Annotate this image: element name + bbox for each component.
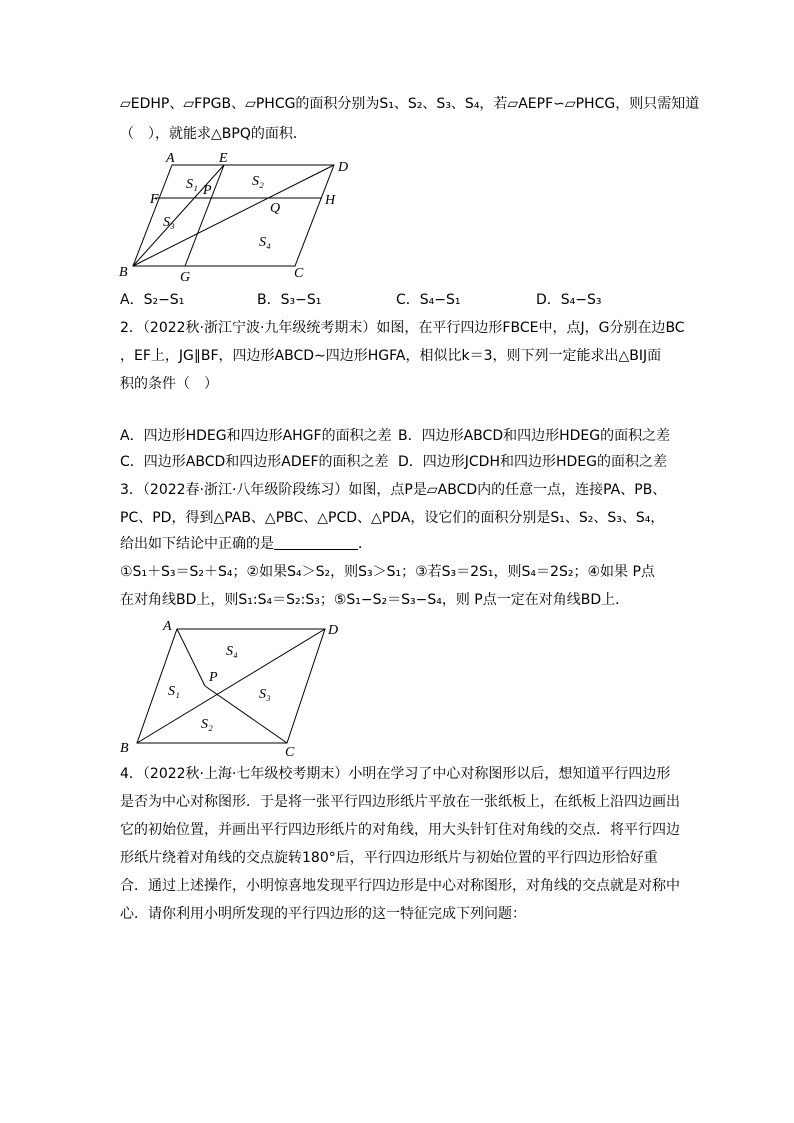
q1-text-line-2: （ ），就能求△BPQ的面积．	[120, 126, 307, 142]
q1-label-S3: S₃	[163, 215, 175, 230]
q1-label-S4: S₄	[259, 235, 271, 250]
q4-text-line-3: 它的初始位置，并画出平行四边形纸片的对角线，用大头针钉住对角线的交点．将平行四边	[120, 822, 680, 838]
q2-text-line-3: 积的条件（ ）	[120, 376, 218, 392]
q3-figure	[112, 614, 352, 762]
q2-option-c[interactable]: C．四边形ABCD和四边形ADEF的面积之差	[120, 454, 389, 470]
q3-label-C: C	[285, 745, 295, 760]
q3-label-D: D	[328, 623, 339, 638]
q1-option-a[interactable]: A．S₂−S₁	[120, 292, 185, 308]
q3-label-P: P	[209, 670, 218, 685]
q1-label-H: H	[325, 193, 336, 208]
q2-text-line-2: ，EF上，JG∥BF，四边形ABCD∼四边形HGFA，相似比k＝3，则下列一定能求出△BIJ面	[120, 348, 662, 364]
q1-label-Q: Q	[270, 201, 281, 216]
q1-label-A: A	[166, 151, 175, 166]
q1-text-line-1: ▱EDHP、▱FPGB、▱PHCG的面积分别为S₁、S₂、S₃、S₄，若▱AEPF∽▱PHCG，则只需知道	[120, 96, 700, 112]
q1-label-E: E	[219, 151, 228, 166]
q1-label-P: P	[203, 183, 212, 198]
q1-label-C: C	[294, 266, 304, 281]
q3-text-line-5: 在对角线BD上，则S₁:S₄＝S₂:S₃；⑤S₁−S₂＝S₃−S₄，则 P点一定在对角线BD上．	[120, 592, 630, 608]
q1-option-c[interactable]: C．S₄−S₁	[396, 292, 461, 308]
q3-label-A: A	[163, 619, 172, 634]
q1-label-F: F	[150, 192, 159, 207]
q1-figure	[112, 148, 352, 286]
q1-label-S2: S₂	[252, 174, 264, 189]
q3-label-S1: S₁	[168, 684, 180, 699]
q3-text-line-2: PC、PD，得到△PAB、△PBC、△PCD、△PDA，设它们的面积分别是S₁、S₂、S₃、S₄，	[120, 510, 665, 526]
q2-text-line-1: 2．（2022秋·浙江宁波·九年级统考期末）如图，在平行四边形FBCE中，点J，G分别在边BC	[120, 320, 685, 336]
q3-line-3-suffix: ．	[358, 536, 372, 552]
q3-text-line-4: ①S₁＋S₃＝S₂＋S₄；②如果S₄＞S₂，则S₃＞S₁；③若S₃＝2S₁，则S₄＝2S₂；④如果 P点	[120, 564, 655, 580]
q4-text-line-2: 是否为中心对称图形．于是将一张平行四边形纸片平放在一张纸板上，在纸板上沿四边画出	[120, 794, 680, 810]
q3-label-B: B	[120, 741, 129, 756]
q3-label-S4: S₄	[226, 644, 238, 659]
q3-text-line-1: 3．（2022春·浙江·八年级阶段练习）如图，点P是▱ABCD内的任意一点，连接PA、PB、	[120, 482, 667, 498]
q2-option-b[interactable]: B．四边形ABCD和四边形HDEG的面积之差	[398, 428, 671, 444]
q4-text-line-6: 心．请你利用小明所发现的平行四边形的这一特征完成下列问题：	[120, 906, 526, 922]
q4-text-line-1: 4．（2022秋·上海·七年级校考期末）小明在学习了中心对称图形以后，想知道平行四边形	[120, 766, 671, 782]
q2-option-d[interactable]: D．四边形JCDH和四边形HDEG的面积之差	[398, 454, 667, 470]
q4-text-line-4: 形纸片绕着对角线的交点旋转180°后，平行四边形纸片与初始位置的平行四边形恰好重	[120, 850, 658, 866]
q3-label-S2: S₂	[201, 717, 213, 732]
q1-option-b[interactable]: B．S₃−S₁	[257, 292, 322, 308]
q3-line-3-prefix: 给出如下结论中正确的是	[120, 536, 274, 552]
q3-text-line-3	[120, 534, 372, 554]
q1-label-S1: S₁	[186, 177, 198, 192]
q2-option-a[interactable]: A．四边形HDEG和四边形AHGF的面积之差	[120, 428, 392, 444]
q1-label-D: D	[338, 160, 349, 175]
q1-label-B: B	[119, 265, 128, 280]
q1-label-G: G	[180, 270, 191, 285]
answer-blank[interactable]	[274, 535, 358, 550]
q4-text-line-5: 合．通过上述操作，小明惊喜地发现平行四边形是中心对称图形，对角线的交点就是对称中	[120, 878, 680, 894]
q3-label-S3: S₃	[259, 687, 271, 702]
q1-option-d[interactable]: D．S₄−S₃	[536, 292, 602, 308]
